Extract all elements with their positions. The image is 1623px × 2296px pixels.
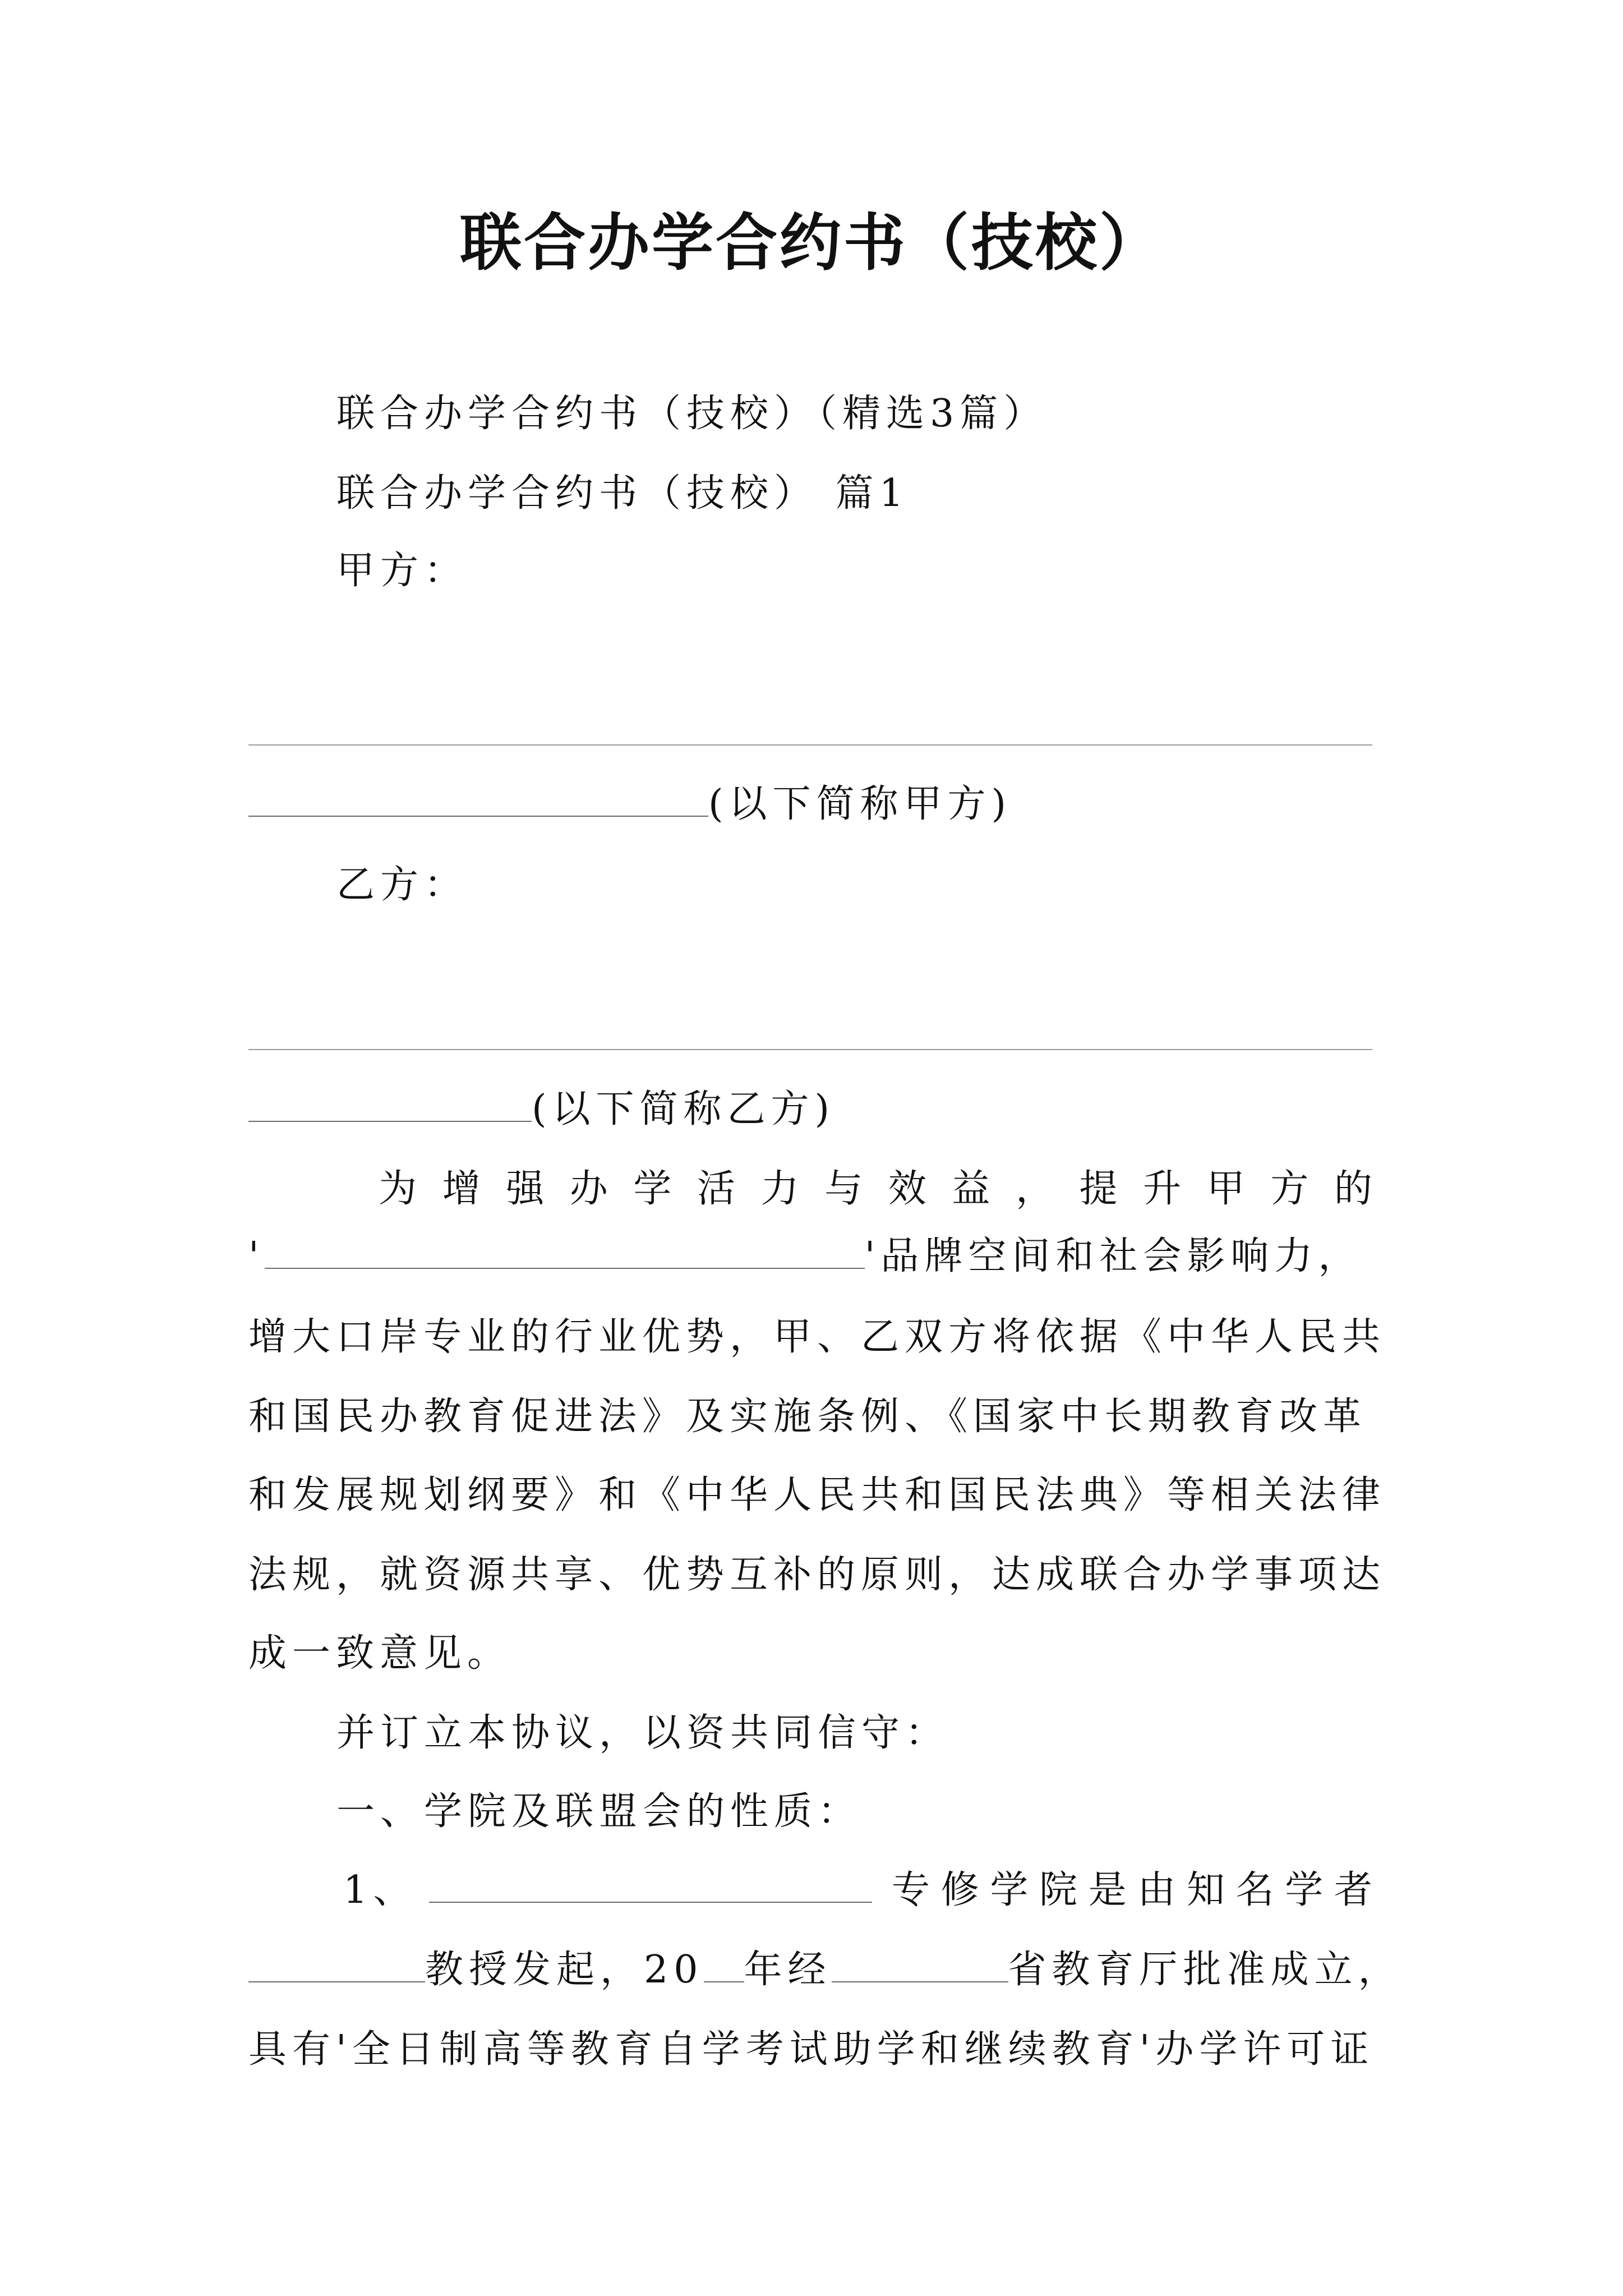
party-b-label: 乙方： — [336, 863, 468, 907]
section1-heading: 一、学院及联盟会的性质： — [336, 1789, 862, 1834]
para2: 并订立本协议，以资共同信守： — [336, 1711, 949, 1755]
item1-char: 是 — [1088, 1868, 1127, 1912]
item1-char: 知 — [1186, 1868, 1225, 1912]
para1-char: 活 — [697, 1167, 735, 1211]
para1-line4: 和国民办教育促进法》及实施条例、《国家中长期教育改革 — [248, 1395, 1367, 1439]
item1-line2-a: 教授发起，20 — [425, 1948, 704, 1992]
para1-char: 为 — [379, 1167, 417, 1211]
item1-char: 由 — [1137, 1868, 1176, 1912]
item1-line3: 具有'全日制高等教育自学考试助学和继续教育'办学许可证 — [248, 2027, 1375, 2072]
section-heading: 联合办学合约书（技校） 篇1 — [336, 471, 909, 516]
party-a-blank — [248, 784, 708, 817]
para1-line6: 法规，就资源共享、优势互补的原则，达成联合办学事项达 — [248, 1553, 1386, 1597]
para1-char: 强 — [506, 1167, 545, 1211]
year-blank — [704, 1950, 744, 1982]
para1-char: 提 — [1079, 1167, 1118, 1211]
brand-blank — [265, 1236, 865, 1269]
para1-line7: 成一致意见。 — [248, 1631, 511, 1676]
para1-line1 — [379, 1161, 1372, 1217]
para1-line3: 增大口岸专业的行业优势，甲、乙双方将依据《中华人民共 — [248, 1315, 1386, 1359]
para1-char: 学 — [633, 1167, 672, 1211]
party-b-blank-line — [248, 1049, 1372, 1050]
document-subtitle: 联合办学合约书（技校）（精选3篇） — [336, 392, 1048, 436]
para1-char: 益 — [952, 1167, 990, 1211]
party-a-blank-line — [248, 744, 1372, 746]
item1-char: 学 — [990, 1868, 1029, 1912]
party-a-suffix: (以下简称甲方) — [708, 782, 1012, 826]
item1-char: 者 — [1334, 1868, 1372, 1912]
quote-open: ' — [248, 1234, 265, 1278]
item1-char: 院 — [1039, 1868, 1077, 1912]
para1-char: 效 — [888, 1167, 926, 1211]
party-a-label: 甲方： — [336, 549, 468, 593]
party-b-suffix: (以下简称乙方) — [532, 1087, 836, 1131]
party-b-suffix-line — [248, 1082, 835, 1138]
item1-char: 专 — [892, 1868, 930, 1912]
para1-char: 方 — [1270, 1167, 1309, 1211]
item1-char: 学 — [1285, 1868, 1324, 1912]
item1-line2 — [248, 1942, 1402, 1998]
item1-number: 1、 — [343, 1868, 417, 1912]
para1-line5: 和发展规划纲要》和《中华人民共和国民法典》等相关法律 — [248, 1473, 1386, 1517]
para1-char: 力 — [760, 1167, 799, 1211]
party-a-suffix-line — [248, 776, 1012, 832]
para1-line2 — [248, 1228, 1362, 1285]
item1-line2-c: 省教育厅批准成立， — [1008, 1948, 1402, 1992]
para1-char: 的 — [1334, 1167, 1372, 1211]
item1-char: 修 — [940, 1868, 979, 1912]
party-b-blank — [248, 1089, 532, 1122]
para1-char: ， — [1015, 1167, 1054, 1211]
institute-name-blank — [429, 1870, 872, 1903]
para1-char: 办 — [569, 1167, 608, 1211]
item1-line1 — [892, 1862, 1372, 1918]
item1-blank-wrap — [429, 1862, 872, 1918]
item1-line2-b: 年经 — [744, 1948, 832, 1992]
para1-char: 升 — [1143, 1167, 1182, 1211]
para1-line2-text: '品牌空间和社会影响力， — [864, 1234, 1362, 1278]
founder-blank — [248, 1950, 425, 1982]
para1-char: 增 — [442, 1167, 481, 1211]
para1-char: 甲 — [1206, 1167, 1245, 1211]
document-title: 联合办学合约书（技校） — [460, 206, 1163, 279]
para1-char: 与 — [824, 1167, 863, 1211]
item1-char: 名 — [1235, 1868, 1274, 1912]
province-blank — [832, 1950, 1008, 1982]
